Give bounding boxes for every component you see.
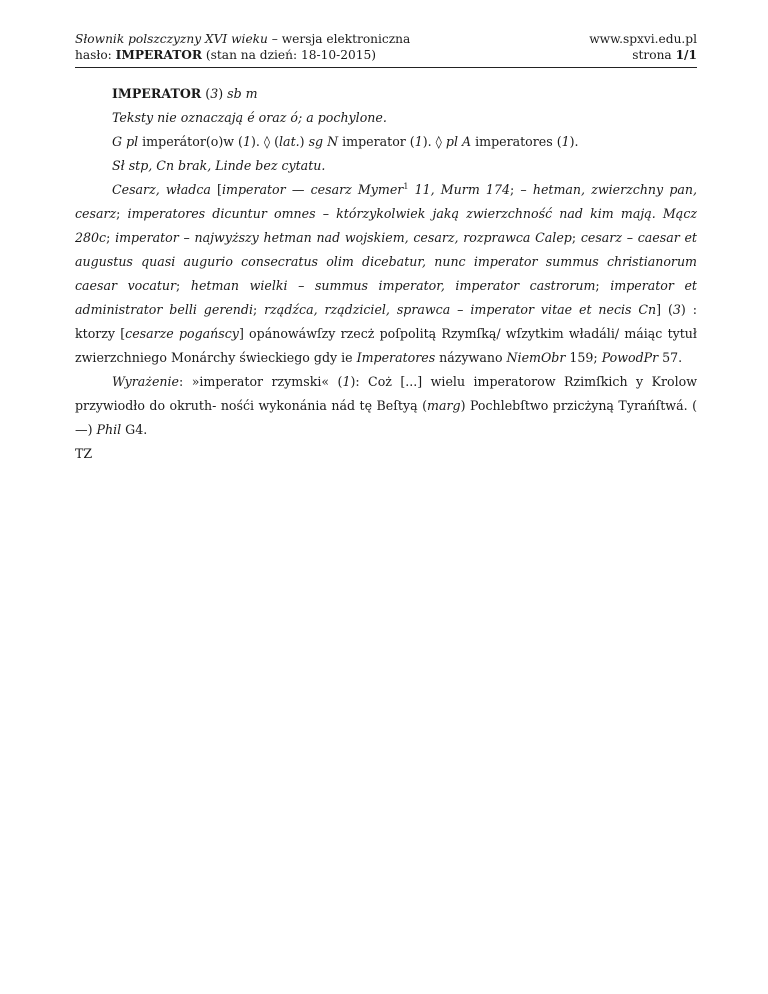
header-right [589, 31, 697, 63]
form-sg-n-value: imperator ( [338, 134, 415, 149]
form-pl-a-value: imperatores ( [471, 134, 562, 149]
expression-quote: ): Coż [...] wielu imperatorow Rzimſkich y Krolow przywiodło do okruth- nośći wykonánia nád tę Beſtyą ( [75, 374, 697, 413]
expression-count: 1 [342, 374, 351, 389]
def-sep-1: ; – [509, 182, 533, 197]
form-sep-3: ). ◊ [422, 134, 446, 149]
def-source-2: PowodPr [601, 350, 659, 365]
expression-paragraph [75, 370, 697, 442]
form-g-pl-value: imperátor(o)w ( [138, 134, 243, 149]
grammar-info: sb m [227, 86, 258, 101]
expression-source: Phil [96, 422, 122, 437]
definition-paragraph [75, 178, 697, 370]
def-ref-4: imperator – najwyższy hetman nad wojskiem, cesarz, rozprawca Calep [115, 230, 572, 245]
dictionary-name: Słownik polszczyzny XVI wieku [75, 32, 268, 46]
def-quote-latin: Imperatores [356, 350, 436, 365]
form-pl-a-count: 1 [561, 134, 570, 149]
def-sep-7: ; [253, 302, 265, 317]
count-close: ) [218, 86, 228, 101]
expression-quote-tail: ) Pochlebſtwo przicżyną Tyrańſtwá. ( —) [75, 398, 697, 437]
expression-phrase: : »imperator rzymski« ( [179, 374, 343, 389]
form-g-pl-count: 1 [242, 134, 251, 149]
form-g-pl: G pl [112, 134, 139, 149]
def-quote-end: názywano [435, 350, 507, 365]
def-meaning: Cesarz, władca [112, 182, 211, 197]
note-text: Teksty nie oznaczają é oraz ó [112, 110, 298, 125]
def-bracket-close: ] ( [656, 302, 673, 317]
entry-date: (stan na dzień: 18-10-2015) [202, 48, 376, 62]
entry-content [75, 82, 697, 466]
def-quote-start: ) : ktorzy [ [75, 302, 697, 341]
expression-source-page: G4. [121, 422, 148, 437]
def-sep-6: ; [595, 278, 611, 293]
def-ref-1-superscript: 1 [403, 182, 409, 191]
def-bracket-open: [ [210, 182, 222, 197]
page-header [75, 31, 697, 68]
def-ref-8: rządźca, rządziciel, sprawca – imperator vitae et necis Cn [264, 302, 657, 317]
form-lat: lat. [279, 134, 300, 149]
def-ref-7: imperator et administrator belli gerendi [75, 278, 697, 317]
form-pl-a: pl A [445, 134, 472, 149]
def-sep-5: ; [176, 278, 191, 293]
def-ref-2: hetman, zwierzchny pan, cesarz [75, 182, 698, 221]
expression-marg: marg [427, 398, 461, 413]
def-ref-1: imperator — cesarz Mymer [221, 182, 404, 197]
orthography-note [75, 106, 697, 130]
expression-label: Wyrażenie [112, 374, 179, 389]
page-count: 1/1 [675, 48, 697, 62]
form-sep-1: ). ◊ ( [250, 134, 280, 149]
count-open: ( [201, 86, 211, 101]
def-ref-3: imperatores dicuntur omnes – którzykolwiek jaką zwierzchność nad kim mają. Mącz 280c [75, 206, 698, 245]
entry-head-line [75, 82, 697, 106]
form-sg-n: sg N [308, 134, 339, 149]
form-sep-2: ) [299, 134, 309, 149]
def-ref-5: cesarz – caesar et augustus quasi augurio consecratus olim dicebatur, nunc imperator summus christianorum caesar vocatur [75, 230, 697, 293]
entry-headword: IMPERATOR [115, 48, 203, 62]
header-left [75, 31, 410, 63]
form-sg-n-count: 1 [414, 134, 423, 149]
def-sep-2: ; [116, 206, 128, 221]
entry-label: hasło: [75, 48, 116, 62]
def-count: 3 [672, 302, 681, 317]
author-initials: TZ [75, 446, 93, 461]
forms-line [75, 130, 697, 154]
site-url[interactable]: www.spxvi.edu.pl [589, 32, 697, 46]
def-sep-4: ; [571, 230, 581, 245]
def-source-1: NiemObr [506, 350, 566, 365]
def-source-1-page: 159; [565, 350, 602, 365]
header-entry-info [75, 47, 410, 63]
form-sep-4: ). [569, 134, 579, 149]
def-quote-text: ] opánowáwſzy rzecż poſpolitą Rzymſką/ wſzytkim władáli/ máiąc tytuł zwierzchniego Monárchy świeckiego gdy ie [75, 326, 698, 365]
entry-headword-main: IMPERATOR [112, 86, 202, 101]
dictionary-version: – wersja elektroniczna [267, 32, 411, 46]
note-tail: ; a pochylone. [297, 110, 387, 125]
header-dictionary-title [75, 31, 410, 47]
page-number [589, 47, 697, 63]
def-ref-1-tail: 11, Murm 174 [408, 182, 510, 197]
def-sep-3: ; [106, 230, 116, 245]
entry-count: 3 [210, 86, 219, 101]
def-ref-6: hetman wielki – summus imperator, imperator castrorum [190, 278, 596, 293]
page-label: strona [632, 48, 676, 62]
dictionary-refs: Sł stp, Cn brak, Linde bez cytatu. [112, 158, 326, 173]
def-source-2-page: 57. [658, 350, 683, 365]
def-quote-gloss: cesarze pogańscy [125, 326, 239, 341]
